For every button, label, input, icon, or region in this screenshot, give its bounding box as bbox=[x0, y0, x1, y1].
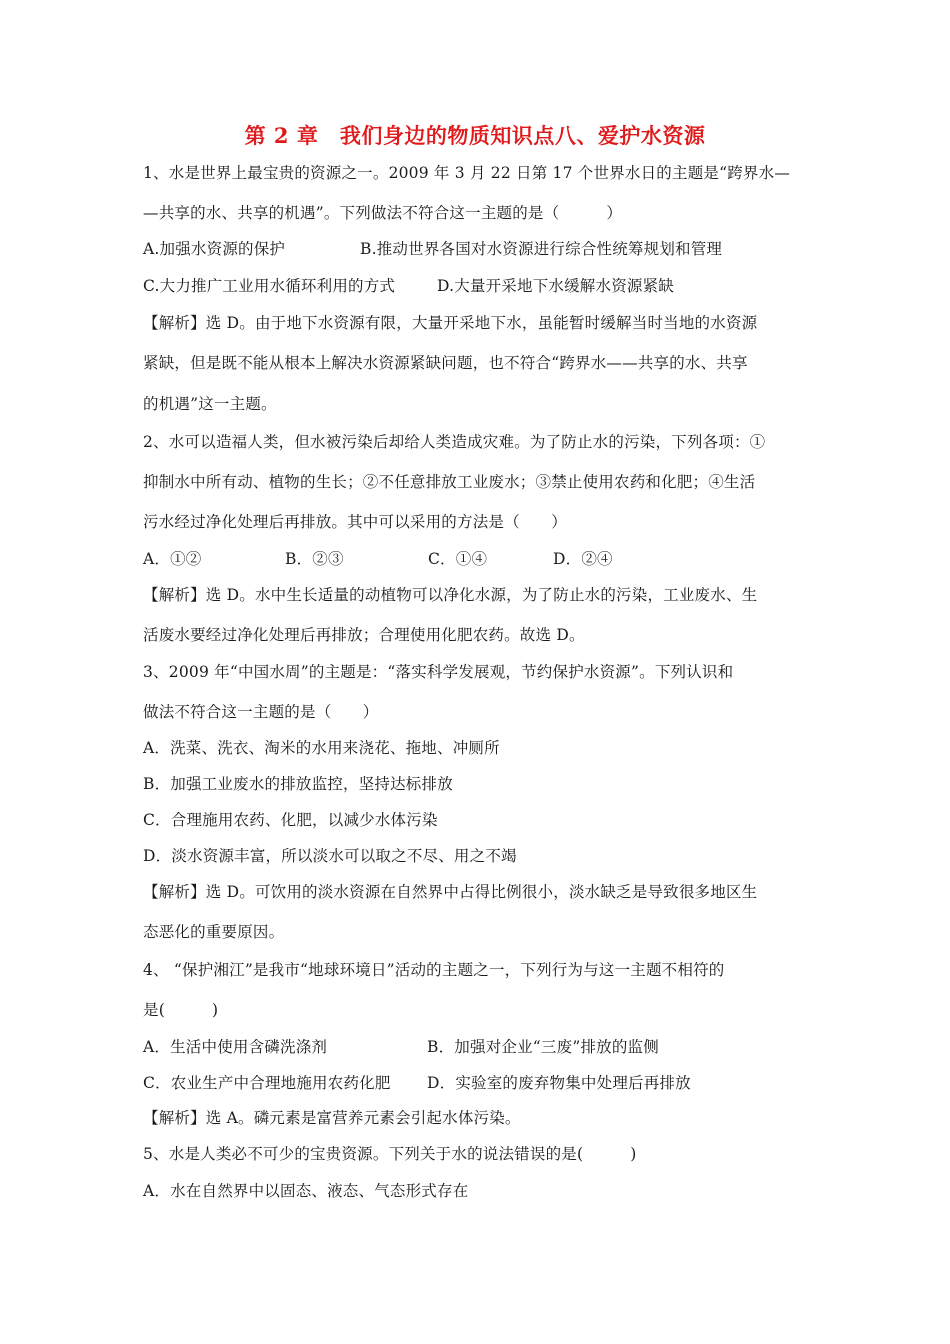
page-title: 第 2 章 我们身边的物质知识点八、爱护水资源 bbox=[244, 123, 706, 148]
q4-explanation-line1: 【解析】选 A。磷元素是富营养元素会引起水体污染。 bbox=[143, 1109, 521, 1127]
q4-option-a: A．生活中使用含磷洗涤剂 bbox=[143, 1038, 328, 1056]
q4-option-c: C．农业生产中合理地施用农药化肥 bbox=[143, 1074, 391, 1092]
q3-option-d: D．淡水资源丰富，所以淡水可以取之不尽、用之不竭 bbox=[143, 847, 517, 865]
q4-text-line2: 是( ) bbox=[143, 1001, 219, 1019]
q2-text-line3: 污水经过净化处理后再排放。其中可以采用的方法是（ ） bbox=[143, 513, 567, 531]
q5-option-a: A．水在自然界中以固态、液态、气态形式存在 bbox=[143, 1182, 469, 1200]
q4-option-b: B．加强对企业“三废”排放的监侧 bbox=[427, 1038, 659, 1056]
q3-explanation-line2: 态恶化的重要原因。 bbox=[143, 923, 285, 941]
q2-option-a: A．①② bbox=[143, 550, 202, 568]
q4-text-line1: 4、 “保护湘江”是我市“地球环境日”活动的主题之一，下列行为与这一主题不相符的 bbox=[143, 961, 725, 979]
q1-text-line1: 1、水是世界上最宝贵的资源之一。2009 年 3 月 22 日第 17 个世界水日的主题是“跨界水— bbox=[143, 164, 791, 182]
q1-option-a: A.加强水资源的保护 bbox=[143, 240, 286, 258]
q2-option-d: D．②④ bbox=[553, 550, 613, 568]
q3-text-line1: 3、2009 年“中国水周”的主题是：“落实科学发展观，节约保护水资源”。下列认识和 bbox=[143, 663, 734, 681]
q1-explanation-line3: 的机遇”这一主题。 bbox=[143, 395, 277, 413]
q2-option-c: C．①④ bbox=[428, 550, 488, 568]
q2-text-line2: 抑制水中所有动、植物的生长；②不任意排放工业废水；③禁止使用农药和化肥；④生活 bbox=[143, 473, 756, 491]
q2-option-b: B．②③ bbox=[285, 550, 344, 568]
q4-option-d: D．实验室的废弃物集中处理后再排放 bbox=[427, 1074, 691, 1092]
q3-text-line2: 做法不符合这一主题的是（ ） bbox=[143, 703, 379, 721]
q1-explanation-line2: 紧缺，但是既不能从根本上解决水资源紧缺问题，也不符合“跨界水——共享的水、共享 bbox=[143, 354, 748, 372]
q3-option-c: C．合理施用农药、化肥，以减少水体污染 bbox=[143, 811, 438, 829]
q2-explanation-line2: 活废水要经过净化处理后再排放；合理使用化肥农药。故选 D。 bbox=[143, 626, 585, 644]
q3-option-a: A．洗菜、洗衣、淘米的水用来浇花、拖地、冲厕所 bbox=[143, 739, 500, 757]
q1-option-d: D.大量开采地下水缓解水资源紧缺 bbox=[437, 277, 675, 295]
q2-text-line1: 2、水可以造福人类，但水被污染后却给人类造成灾难。为了防止水的污染，下列各项：① bbox=[143, 433, 766, 451]
q3-explanation-line1: 【解析】选 D。可饮用的淡水资源在自然界中占得比例很小，淡水缺乏是导致很多地区生 bbox=[143, 883, 758, 901]
q1-option-b: B.推动世界各国对水资源进行综合性统筹规划和管理 bbox=[360, 240, 723, 258]
q3-option-b: B．加强工业废水的排放监控，坚持达标排放 bbox=[143, 775, 453, 793]
q1-text-line2: —共享的水、共享的机遇”。下列做法不符合这一主题的是（ ） bbox=[143, 204, 623, 222]
q1-option-c: C.大力推广工业用水循环利用的方式 bbox=[143, 277, 396, 295]
q5-text-line1: 5、水是人类必不可少的宝贵资源。下列关于水的说法错误的是( ) bbox=[143, 1145, 637, 1163]
q1-explanation-line1: 【解析】选 D。由于地下水资源有限，大量开采地下水，虽能暂时缓解当时当地的水资源 bbox=[143, 314, 758, 332]
q2-explanation-line1: 【解析】选 D。水中生长适量的动植物可以净化水源，为了防止水的污染，工业废水、生 bbox=[143, 586, 758, 604]
